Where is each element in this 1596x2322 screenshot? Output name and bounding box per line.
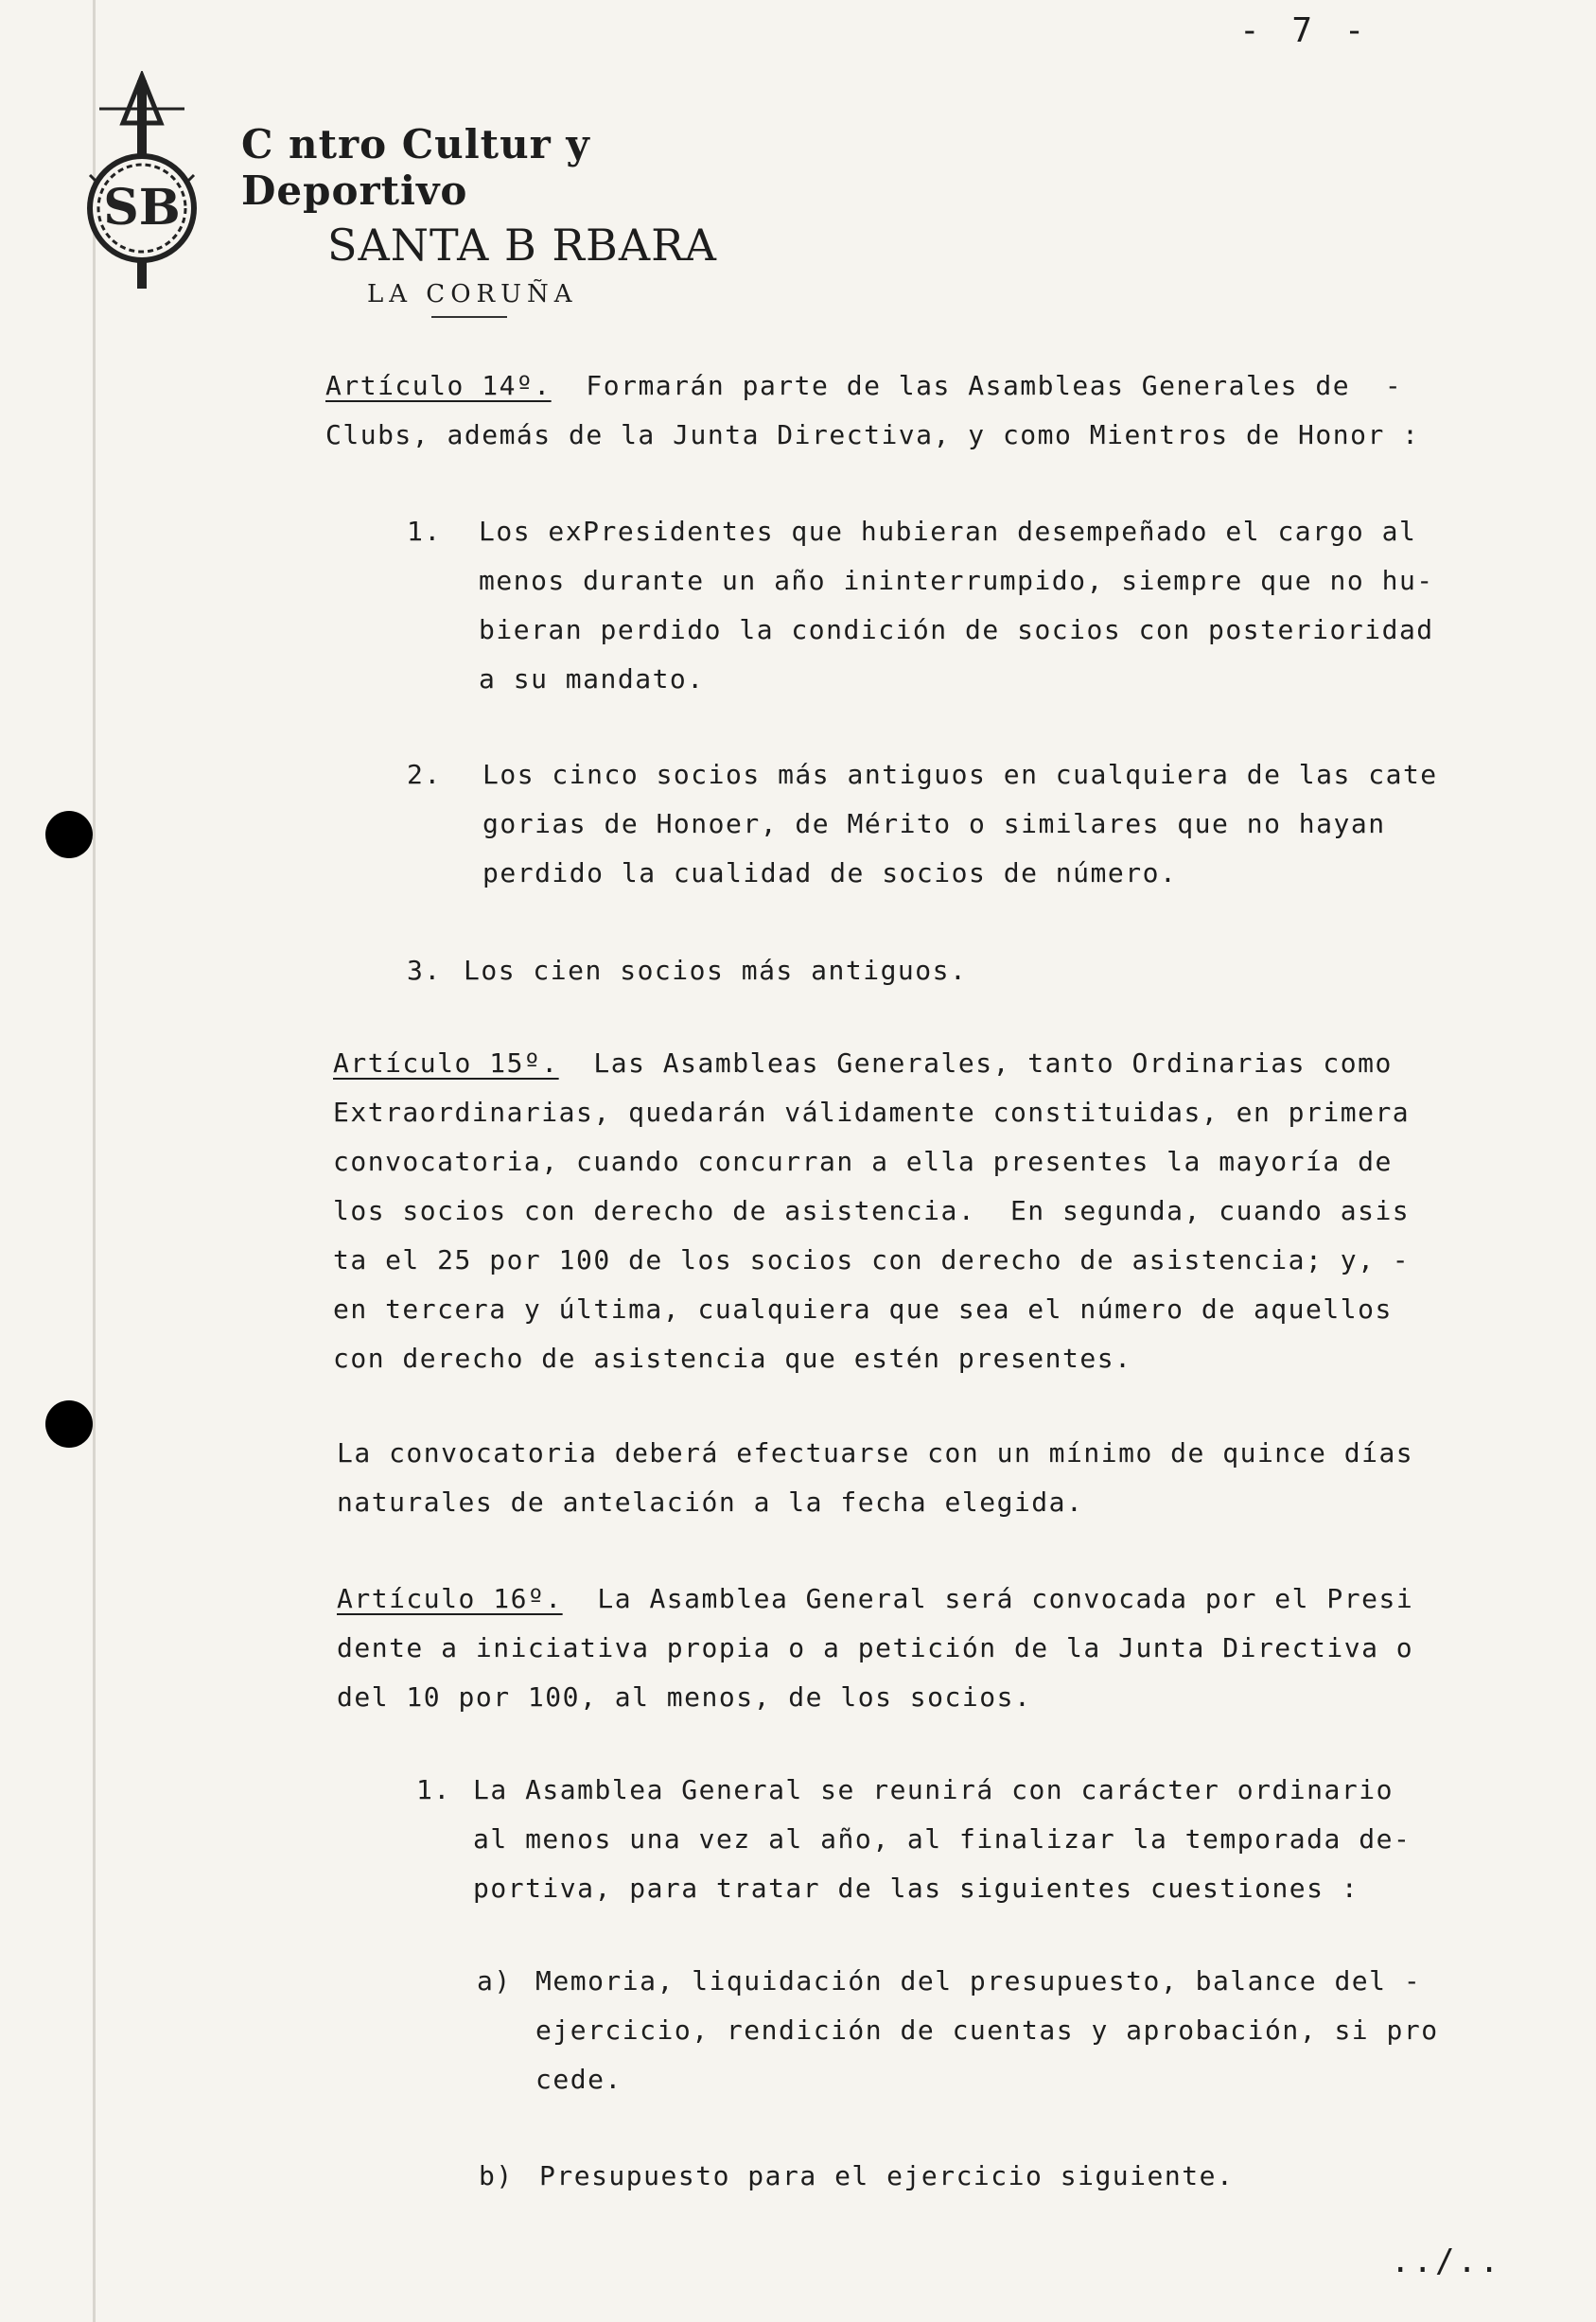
page-number: - 7 - (1239, 11, 1371, 50)
art16-subitem-b-text: Presupuesto para el ejercicio siguiente. (539, 2160, 1235, 2191)
letterhead-city: LA CORUÑA (367, 280, 578, 308)
art14-line1: Formarán parte de las Asambleas Generales de - (551, 370, 1403, 401)
art14-paragraph (325, 361, 1420, 460)
letterhead-club-name: C ntro Cultur y Deportivo (241, 121, 590, 214)
art16-heading: Artículo 16º. (337, 1583, 563, 1614)
art15-paragraph2: La convocatoria deberá efectuarse con un mínimo de quince días naturales de antelación a la fecha elegida. (337, 1437, 1414, 1518)
art14-item2-num: 2. (407, 759, 442, 790)
art14-item1-text: Los exPresidentes que hubieran desempeñado el cargo al menos durante un año ininterrumpido, siempre que no hu- bieran perdido la condición de socios con posterioridad a su mandato. (479, 516, 1434, 695)
letterhead (241, 121, 755, 318)
continuation-mark: ../.. (1391, 2243, 1502, 2280)
binder-hole-top (45, 811, 93, 858)
art14-item3-text: Los cien socios más antiguos. (464, 955, 968, 986)
art16-subitem-b-letter: b) (479, 2160, 514, 2191)
art16-paragraph: Artículo 16º. La Asamblea General será convocada por el Presi dente a iniciativa propia o a petición de la Junta Directiva o del 10 por 100, al menos, de los socios. (337, 1583, 1414, 1713)
letterhead-club-title: SANTA B RBARA (327, 220, 717, 271)
art14-line2: Clubs, además de la Junta Directiva, y como Mientros de Honor : (325, 419, 1420, 450)
logo-monogram: SB (103, 179, 181, 237)
art14-item2-text: Los cinco socios más antiguos en cualquiera de las cate gorias de Honoer, de Mérito o similares que no hayan perdido la cualidad de socios de número. (482, 759, 1438, 888)
page-edge-shadow (93, 0, 96, 2322)
art16-item1-num: 1. (416, 1774, 451, 1805)
art16-subitem-a-letter: a) (477, 1965, 512, 1997)
club-logo-icon (80, 71, 203, 298)
art14-heading: Artículo 14º. (325, 370, 552, 401)
art16-subitem-a-text: Memoria, liquidación del presupuesto, balance del - ejercicio, rendición de cuentas y aprobación, si pro cede. (535, 1965, 1439, 2095)
art15-heading: Artículo 15º. (333, 1047, 559, 1079)
art15-paragraph: Artículo 15º. Las Asambleas Generales, tanto Ordinarias como Extraordinarias, quedarán válidamente constituidas, en primera convocatoria, cuando concurran a ella presentes la mayoría de los socios con derecho de asistencia. En segunda, cuando asis ta el 25 por 100 de los socios con derecho de asistencia; y, - en tercera y última, cualquiera que sea el número de aquellos con derecho de asistencia que estén presentes. (333, 1047, 1411, 1374)
art14-item1-num: 1. (407, 516, 442, 547)
art14-item3-num: 3. (407, 955, 442, 986)
letterhead-rule (431, 316, 507, 318)
art16-item1-text: La Asamblea General se reunirá con carácter ordinario al menos una vez al año, al finalizar la temporada de- portiva, para tratar de las siguientes cuestiones : (473, 1774, 1412, 1904)
binder-hole-bottom (45, 1400, 93, 1448)
